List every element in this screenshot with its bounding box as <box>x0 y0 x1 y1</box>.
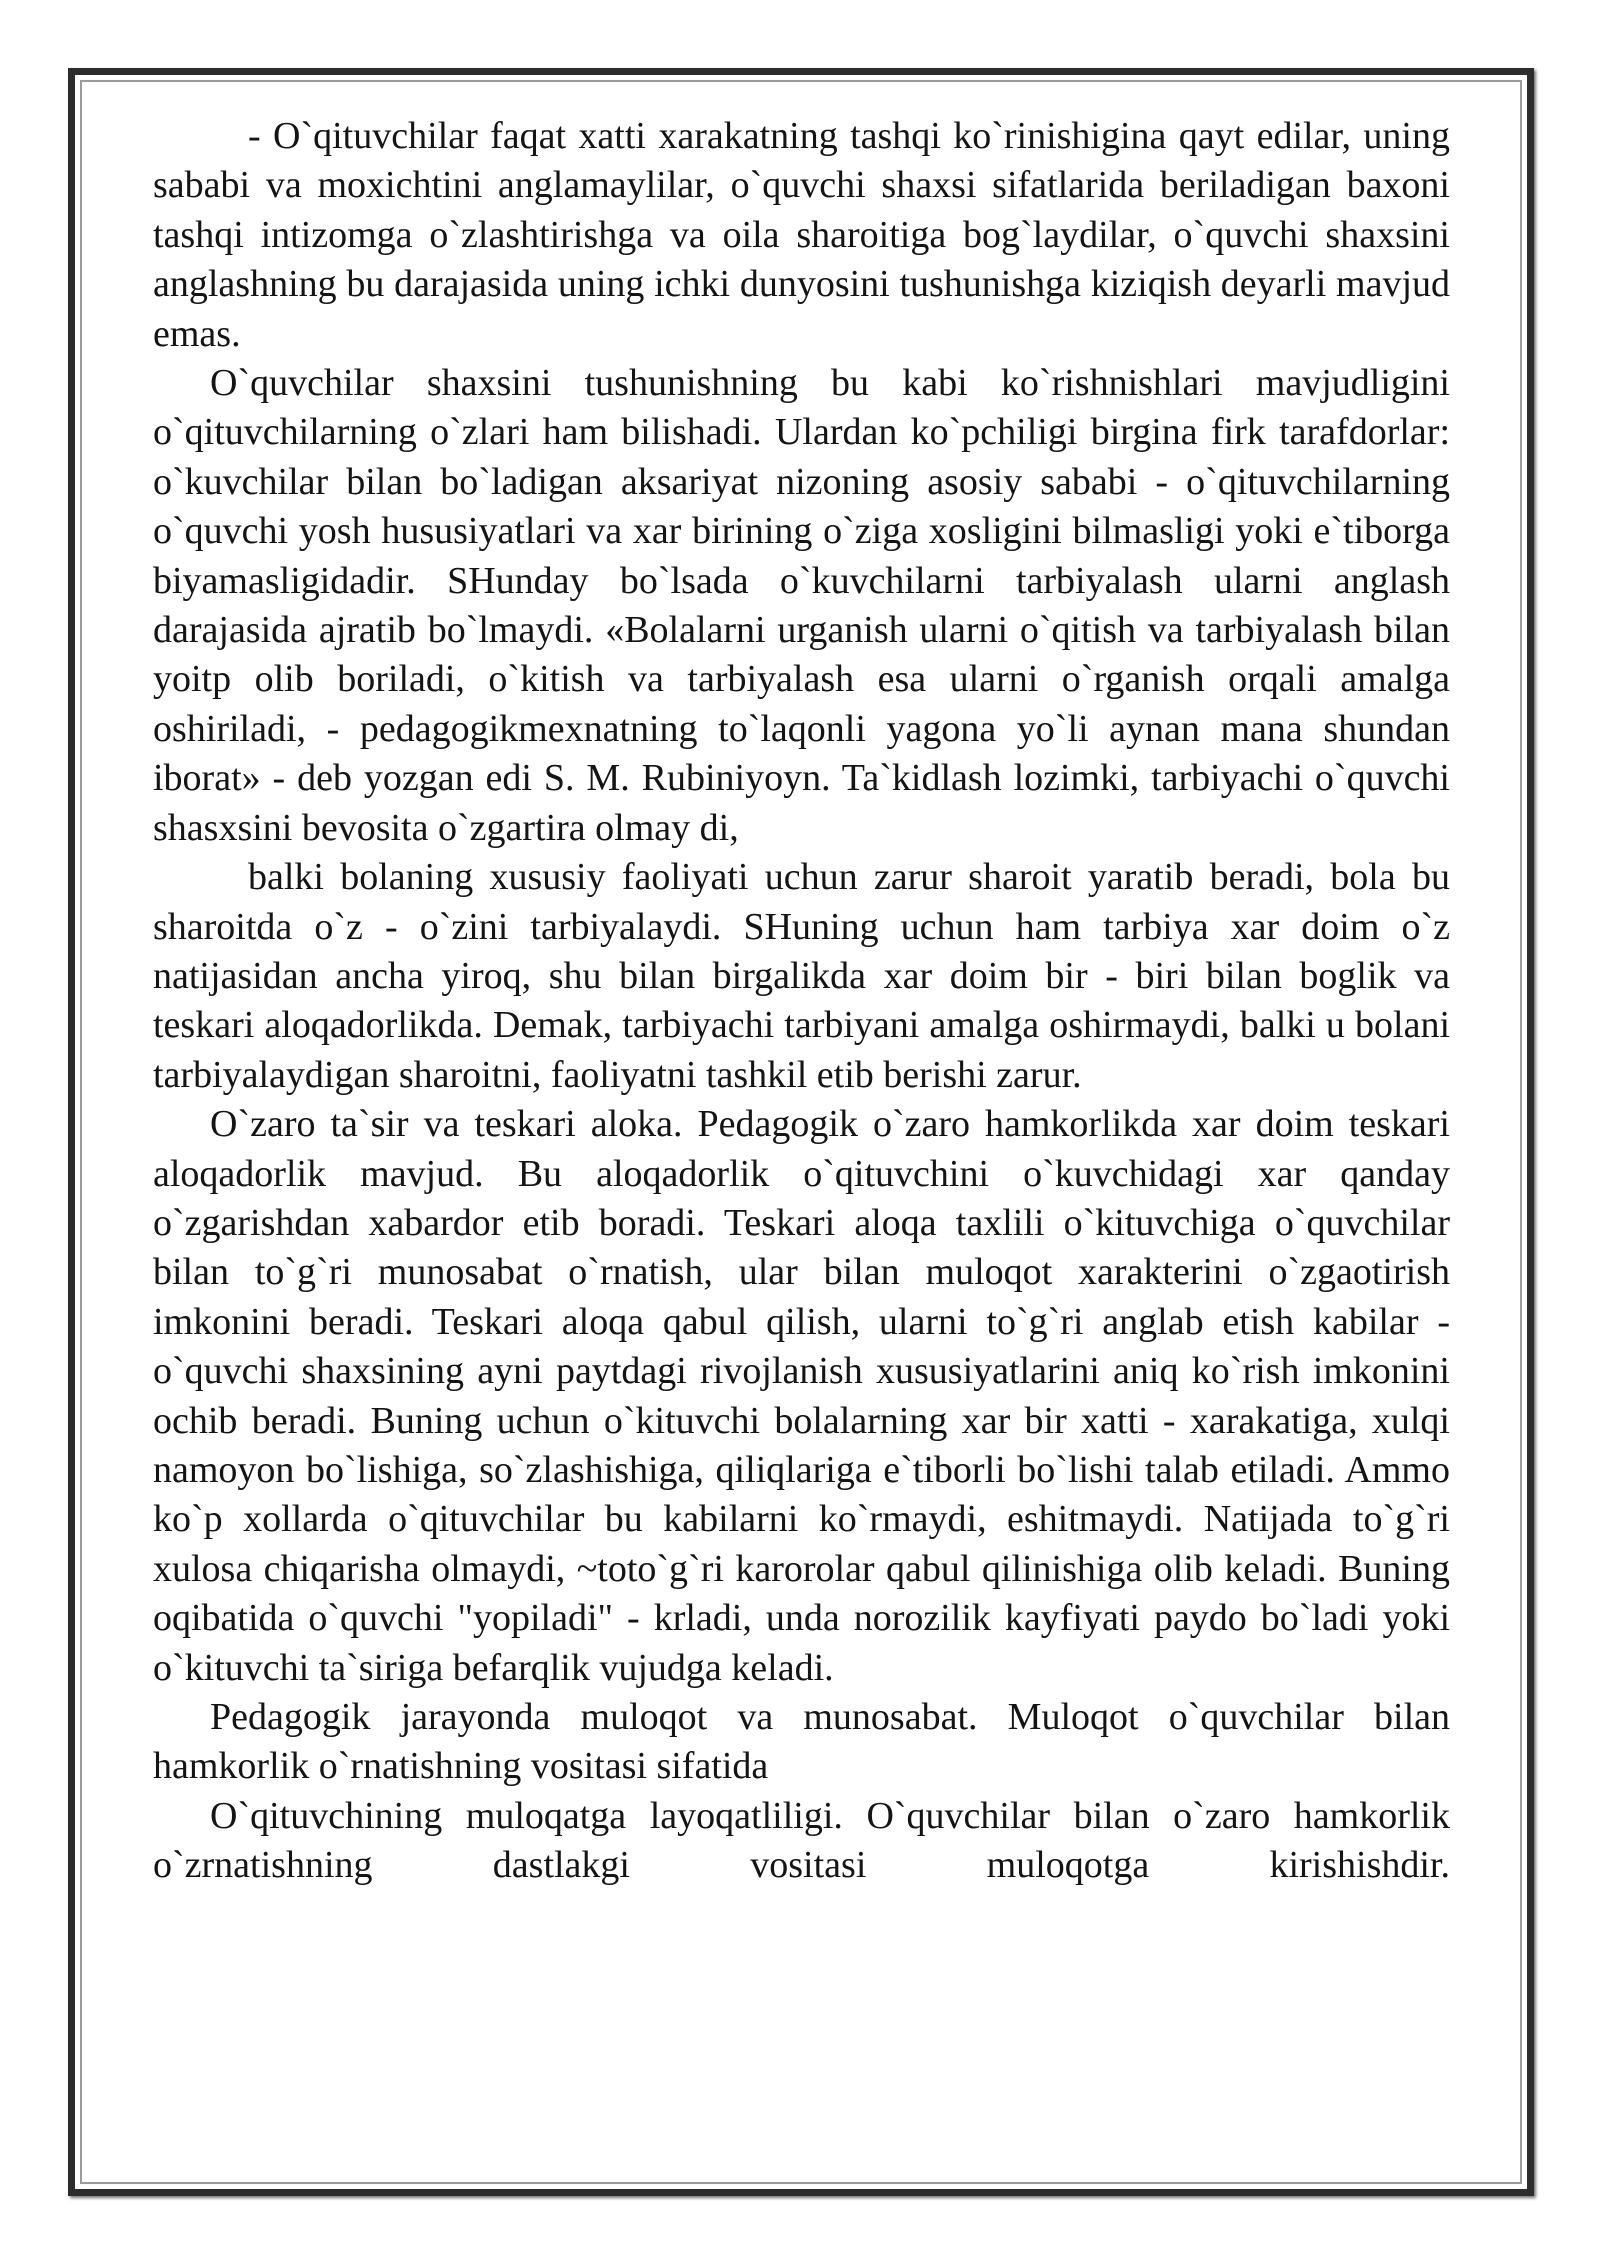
paragraph-communication-heading: Pedagogik jarayonda muloqot va munosabat. Muloqot o`quvchilar bilan hamkorlik o`rnatishning vositasi sifatida <box>153 1696 1450 1788</box>
document-body <box>153 112 1450 1891</box>
paragraph-teacher-communication: O`qituvchining muloqatga layoqatliligi. O`quvchilar bilan o`zaro hamkorlik o`zrnatishning dastlakgi vositasi muloqotga kirishishdir. <box>153 1794 1450 1887</box>
paragraph-student-understanding: O`quvchilar shaxsini tushunishning bu kabi ko`rishnishlari mavjudligini o`qituvchilarning o`zlari ham bilishadi. Ulardan ko`pchiligi birgina firk tarafdorlar: o`kuvchilar bilan bo`ladigan aksariyat nizoning asosiy sababi - o`qituvchilarning o`quvchi yosh hususiyatlari va xar birining o`ziga xosligini bilmasligi yoki e`tiborga biyamasligidadir. SHunday bo`lsada o`kuvchilarni tarbiyalash ularni anglash darajasida ajratib bo`lmaydi. «Bolalarni urganish ularni o`qitish va tarbiyalash bilan yoitp olib boriladi, o`kitish va tarbiyalash esa ularni o`rganish orqali amalga oshiriladi, - pedagogikmexnatning to`laqonli yagona yo`li aynan mana shundan iborat» - deb yozgan edi S. M. Rubiniyoyn. Ta`kidlash lozimki, tarbiyachi o`quvchi shasxsini bevosita o`zgartira olmay di, <box>153 362 1450 849</box>
paragraph-upbringing-conditions: balki bolaning xususiy faoliyati uchun zarur sharoit yaratib beradi, bola bu sharoitda o`z - o`zini tarbiyalaydi. SHuning uchun ham tarbiya xar doim o`z natijasidan ancha yiroq, shu bilan birgalikda xar doim bir - biri bilan boglik va teskari aloqadorlikda. Demak, tarbiyachi tarbiyani amalga oshirmaydi, balki u bolani tarbiyalaydigan sharoitni, faoliyatni tashkil etib berishi zarur. <box>153 856 1450 1096</box>
paragraph-feedback: O`zaro ta`sir va teskari aloka. Pedagogik o`zaro hamkorlikda xar doim teskari aloqadorlik mavjud. Bu aloqadorlik o`qituvchini o`kuvchidagi xar qanday o`zgarishdan xabardor etib boradi. Teskari aloqa taxlili o`kituvchiga o`quvchilar bilan to`g`ri munosabat o`rnatish, ular bilan muloqot xarakterini o`zgaotirish imkonini beradi. Teskari aloqa qabul qilish, ularni to`g`ri anglab etish kabilar - o`quvchi shaxsining ayni paytdagi rivojlanish xususiyatlarini aniq ko`rish imkonini ochib beradi. Buning uchun o`kituvchi bolalarning xar bir xatti - xarakatiga, xulqi namoyon bo`lishiga, so`zlashishiga, qiliqlariga e`tiborli bo`lishi talab etiladi. Ammo ko`p xollarda o`qituvchilar bu kabilarni ko`rmaydi, eshitmaydi. Natijada to`g`ri xulosa chiqarisha olmaydi, ~toto`g`ri karorolar qabul qilinishiga olib keladi. Buning oqibatida o`quvchi "yopiladi" - krladi, unda norozilik kayfiyati paydo bo`ladi yoki o`kituvchi ta`siriga befarqlik vujudga keladi. <box>153 1103 1450 1689</box>
paragraph-teacher-approach: - O`qituvchilar faqat xatti xarakatning tashqi ko`rinishigina qayt edilar, uning sababi va moxichtini anglamaylilar, o`quvchi shaxsi sifatlarida beriladigan baxoni tashqi intizomga o`zlashtirishga va oila sharoitiga bog`laydilar, o`quvchi shaxsini anglashning bu darajasida uning ichki dunyosini tushunishga kiziqish deyarli mavjud emas. <box>153 115 1450 355</box>
